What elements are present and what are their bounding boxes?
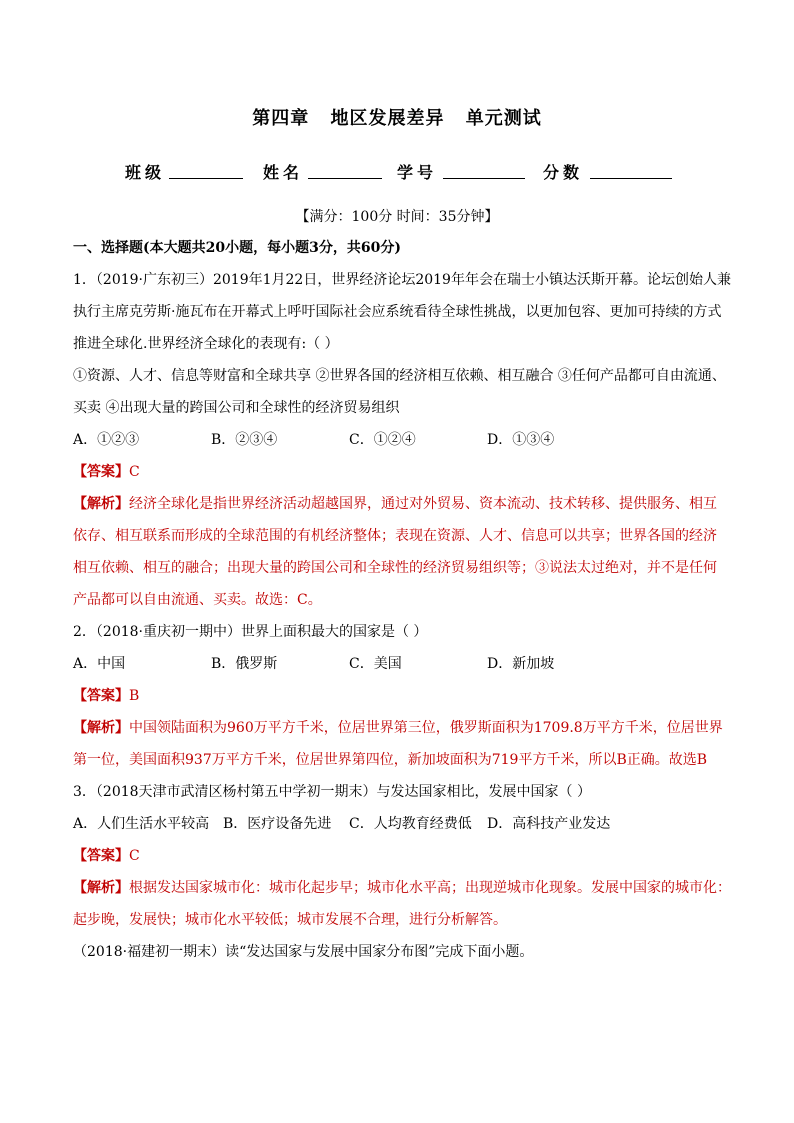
answer-tag: 【答案】 [73,848,129,864]
question-2-analysis-line: 第一位，美国面积937万平方千米，位居世界第四位，新加坡面积为719平方千米，所以B正确。故选B [73,752,708,768]
class-label: 班级 [125,163,166,182]
option-a: A．①②③ [73,432,140,448]
option-c: C．①②④ [349,432,416,448]
question-1-line: ①资源、人才、信息等财富和全球共享 ②世界各国的经济相互依赖、相互融合 ③任何产品都可自由流通、 [73,368,726,384]
question-3-analysis-line [73,878,733,898]
exam-meta: 【满分：100分 时间：35分钟】 [295,209,499,225]
option-b: B．俄罗斯 [211,656,278,672]
student-number-label: 学号 [397,163,438,182]
title-topic: 地区发展差异 [330,108,445,129]
score-label: 分数 [543,163,584,182]
option-c: C．美国 [349,656,402,672]
question-1-line: 1．（2019·广东初三）2019年1月22日，世界经济论坛2019年年会在瑞士小镇达沃斯开幕。论坛创始人兼 [73,272,731,288]
question-1-line: 执行主席克劳斯·施瓦布在开幕式上呼吁国际社会应系统看待全球性挑战，以更加包容、更加可持续的方式 [73,304,722,320]
student-info-row [125,160,685,184]
question-3-analysis-line: 起步晚，发展快；城市化水平较低；城市发展不合理，进行分析解答。 [73,912,507,928]
answer-tag: 【答案】 [73,688,129,704]
student-number-blank[interactable] [443,178,525,179]
answer-tag: 【答案】 [73,464,129,480]
question-1-line: 推进全球化.世界经济全球化的表现有:（ ） [73,336,339,352]
question-1-analysis-line: 产品都可以自由流通、买卖。故选：C。 [73,592,322,608]
question-1-analysis-line: 依存、相互联系而形成的全球范围的有机经济整体；表现在资源、人才、信息可以共享；世界各国的经济 [73,528,717,544]
class-blank[interactable] [169,178,243,179]
analysis-text: 经济全球化是指世界经济活动超越国界，通过对外贸易、资本流动、技术转移、提供服务、相互 [129,496,717,512]
answer-value: B [129,688,140,704]
question-2-analysis-line [73,718,733,738]
analysis-text: 中国领陆面积为960万平方千米，位居世界第三位，俄罗斯面积为1709.8万平方千米，位居世界 [129,720,723,736]
question-1-analysis-line: 相互依赖、相互的融合；出现大量的跨国公司和全球性的经济贸易组织等；③说法太过绝对，并不是任何 [73,560,717,576]
option-b: B．医疗设备先进 [223,816,332,832]
option-d: D．新加坡 [487,656,555,672]
question-1-line: 买卖 ④出现大量的跨国公司和全球性的经济贸易组织 [73,400,400,416]
name-blank[interactable] [308,178,382,179]
question-4-intro: （2018·福建初一期末）读“发达国家与发展中国家分布图”完成下面小题。 [73,944,534,960]
question-1-answer [73,462,733,482]
section-heading: 一、选择题(本大题共20小题，每小题3分，共60分) [73,240,401,256]
question-1-analysis-line [73,494,733,514]
analysis-tag: 【解析】 [73,496,129,512]
page-title [0,104,794,130]
answer-value: C [129,464,140,480]
question-3-answer [73,846,733,866]
option-c: C．人均教育经费低 [349,816,472,832]
analysis-tag: 【解析】 [73,720,129,736]
option-a: A．中国 [73,656,126,672]
option-d: D．①③④ [487,432,555,448]
title-test: 单元测试 [465,108,542,129]
answer-value: C [129,848,140,864]
option-b: B．②③④ [211,432,278,448]
question-3-stem: 3．（2018天津市武清区杨村第五中学初一期末）与发达国家相比，发展中国家（ ） [73,784,591,800]
title-chapter: 第四章 [252,108,310,129]
name-label: 姓名 [263,163,304,182]
score-blank[interactable] [590,178,672,179]
question-2-stem: 2．（2018·重庆初一期中）世界上面积最大的国家是（ ） [73,624,428,640]
question-2-answer [73,686,733,706]
option-a: A．人们生活水平较高 [73,816,210,832]
option-d: D．高科技产业发达 [487,816,611,832]
analysis-text: 根据发达国家城市化：城市化起步早；城市化水平高；出现逆城市化现象。发展中国家的城市化： [129,880,731,896]
analysis-tag: 【解析】 [73,880,129,896]
